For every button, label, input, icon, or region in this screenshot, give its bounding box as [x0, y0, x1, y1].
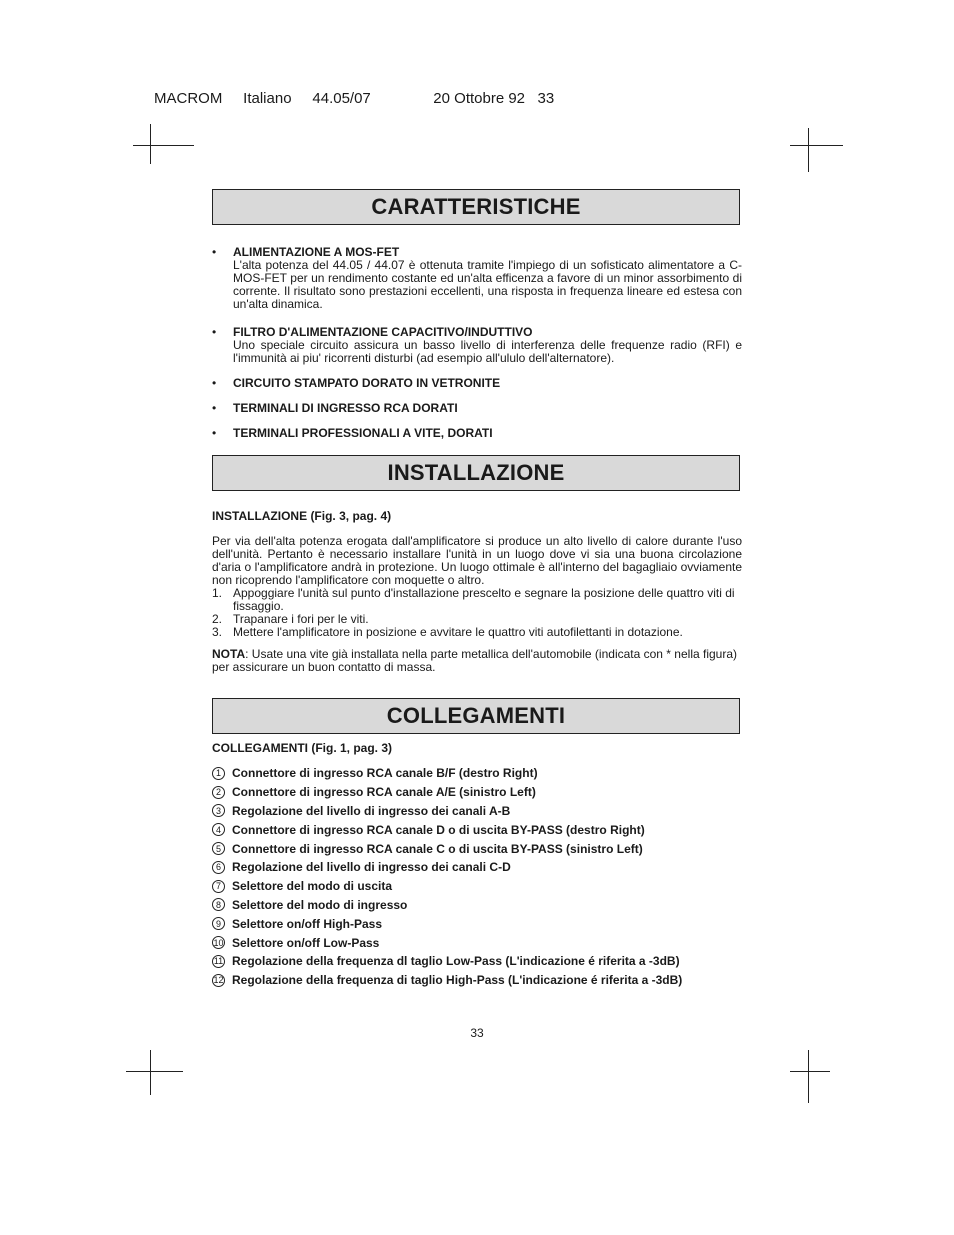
circled-number-icon: 7 — [212, 880, 225, 893]
print-header — [154, 90, 554, 107]
circled-number-icon: 4 — [212, 823, 225, 836]
circled-number-icon: 2 — [212, 786, 225, 799]
connection-text: Connettore di ingresso RCA canale C o di uscita BY-PASS (sinistro Left) — [232, 841, 643, 856]
page-number: 33 — [470, 1026, 484, 1040]
step-number: 1. — [212, 586, 223, 600]
feature-text: L'alta potenza del 44.05 / 44.07 è ottenuta tramite l'impiego di un sofisticato alimentatore a C-MOS-FET per un rendimento costante ed un'alta efficenza a favore di un minor assorbimento di corrente. Il risultato sono prestazioni eccellenti, una risposta in frequenza lineare ed estesa con un'alta dinamica. — [233, 258, 742, 311]
crop-mark-bottom-left-h — [126, 1071, 183, 1072]
installazione-body — [212, 535, 742, 639]
feature-heading: ALIMENTAZIONE A MOS-FET — [233, 245, 400, 259]
crop-mark-bottom-right-v — [808, 1050, 809, 1103]
list-item — [212, 802, 742, 821]
connection-text: Regolazione del livello di ingresso dei canali C-D — [232, 860, 511, 875]
crop-mark-bottom-left-v — [150, 1050, 151, 1095]
step-text: Trapanare i fori per le viti. — [233, 612, 369, 626]
note-text: : Usate una vite già installata nella parte metallica dell'automobile (indicata con * nella figura) per assicurare un buon contatto di massa. — [212, 647, 738, 674]
feature-item-circuito — [212, 377, 742, 390]
connection-text: Connettore di ingresso RCA canale D o di uscita BY-PASS (destro Right) — [232, 822, 645, 837]
header-brand: MACROM — [154, 90, 223, 107]
circled-number-icon: 12 — [213, 975, 224, 986]
installazione-note — [212, 648, 742, 674]
section-title-caratteristiche: CARATTERISTICHE — [212, 189, 740, 225]
section-title-collegamenti: COLLEGAMENTI — [212, 698, 740, 734]
crop-mark-top-left-h — [133, 145, 194, 146]
feature-text: Uno speciale circuito assicura un basso livello di interferenza delle frequenze radio (RFI) e l'immunità ai piu' ricorrenti disturbi (ad esempio all'ululo dell'alternatore). — [233, 338, 742, 365]
list-item — [212, 820, 742, 839]
connection-text: Selettore on/off High-Pass — [232, 916, 383, 931]
connection-text: Selettore del modo di ingresso — [232, 897, 408, 912]
circled-number-icon: 11 — [213, 956, 224, 967]
circled-number-icon: 8 — [212, 898, 225, 911]
connection-text: Regolazione della frequenza dl taglio Low-Pass (L'indicazione é riferita a -3dB) — [232, 954, 680, 969]
installazione-steps — [212, 587, 742, 639]
feature-item-filtro — [212, 326, 742, 365]
crop-mark-top-right-v — [808, 128, 809, 172]
connection-text: Connettore di ingresso RCA canale A/E (sinistro Left) — [232, 785, 536, 800]
bullet-icon: • — [212, 376, 217, 390]
list-item — [212, 933, 742, 952]
circled-number-icon: 10 — [213, 937, 224, 948]
list-item — [212, 858, 742, 877]
list-item — [212, 626, 742, 639]
feature-heading: FILTRO D'ALIMENTAZIONE CAPACITIVO/INDUTTIVO — [233, 325, 533, 339]
list-item — [212, 952, 742, 971]
bullet-icon: • — [212, 401, 217, 415]
bullet-icon: • — [212, 245, 217, 259]
list-item — [212, 783, 742, 802]
connection-text: Connettore di ingresso RCA canale B/F (destro Right) — [232, 766, 538, 781]
connections-list — [212, 764, 742, 990]
connection-text: Selettore on/off Low-Pass — [232, 935, 380, 950]
feature-item-terminali — [212, 427, 742, 440]
circled-number-icon: 3 — [212, 804, 225, 817]
step-number: 2. — [212, 612, 223, 626]
header-date: 20 Ottobre 92 — [433, 90, 526, 107]
note-label: NOTA — [212, 647, 246, 661]
bullet-icon: • — [212, 426, 217, 440]
bullet-icon: • — [212, 325, 217, 339]
installazione-subheading: INSTALLAZIONE (Fig. 3, pag. 4) — [212, 509, 392, 523]
list-item — [212, 839, 742, 858]
list-item — [212, 587, 742, 613]
circled-number-icon: 1 — [212, 767, 225, 780]
step-number: 3. — [212, 625, 223, 639]
list-item — [212, 877, 742, 896]
feature-heading: CIRCUITO STAMPATO DORATO IN VETRONITE — [233, 376, 501, 390]
circled-number-icon: 6 — [212, 861, 225, 874]
header-code: 44.05/07 — [312, 90, 371, 107]
header-language: Italiano — [243, 90, 292, 107]
feature-item-mosfet — [212, 246, 742, 311]
step-text: Mettere l'amplificatore in posizione e avvitare le quattro viti autofilettanti in dotazione. — [233, 625, 683, 639]
installazione-intro: Per via dell'alta potenza erogata dall'amplificatore si produce un alto livello di calore durante l'uso dell'unità. Pertanto è necessario installare l'unità in un luogo dove vi sia una buona circolazione d'aria o l'amplificatore andrà in protezione. Un luogo ottimale è all'interno del bagagliaio ovviamente non ricoprendo l'amplificatore con moquette o altro. — [212, 534, 742, 587]
header-page: 33 — [537, 90, 555, 107]
feature-heading: TERMINALI DI INGRESSO RCA DORATI — [233, 401, 458, 415]
connection-text: Regolazione del livello di ingresso dei canali A-B — [232, 803, 511, 818]
crop-mark-top-right-h — [790, 145, 843, 146]
crop-mark-bottom-right-h — [790, 1071, 830, 1072]
circled-number-icon: 5 — [212, 842, 225, 855]
circled-number-icon: 9 — [212, 917, 225, 930]
collegamenti-subheading: COLLEGAMENTI (Fig. 1, pag. 3) — [212, 741, 392, 755]
list-item — [212, 896, 742, 915]
crop-mark-top-left-v — [150, 124, 151, 164]
feature-heading: TERMINALI PROFESSIONALI A VITE, DORATI — [233, 426, 493, 440]
list-item — [212, 971, 742, 990]
list-item — [212, 764, 742, 783]
step-text: Appoggiare l'unità sul punto d'installazione prescelto e segnare la posizione delle quattro viti di fissaggio. — [233, 586, 735, 613]
section-title-installazione: INSTALLAZIONE — [212, 455, 740, 491]
list-item — [212, 914, 742, 933]
feature-item-rca — [212, 402, 742, 415]
connection-text: Selettore del modo di uscita — [232, 879, 393, 894]
connection-text: Regolazione della frequenza di taglio High-Pass (L'indicazione é riferita a -3dB) — [232, 973, 683, 988]
